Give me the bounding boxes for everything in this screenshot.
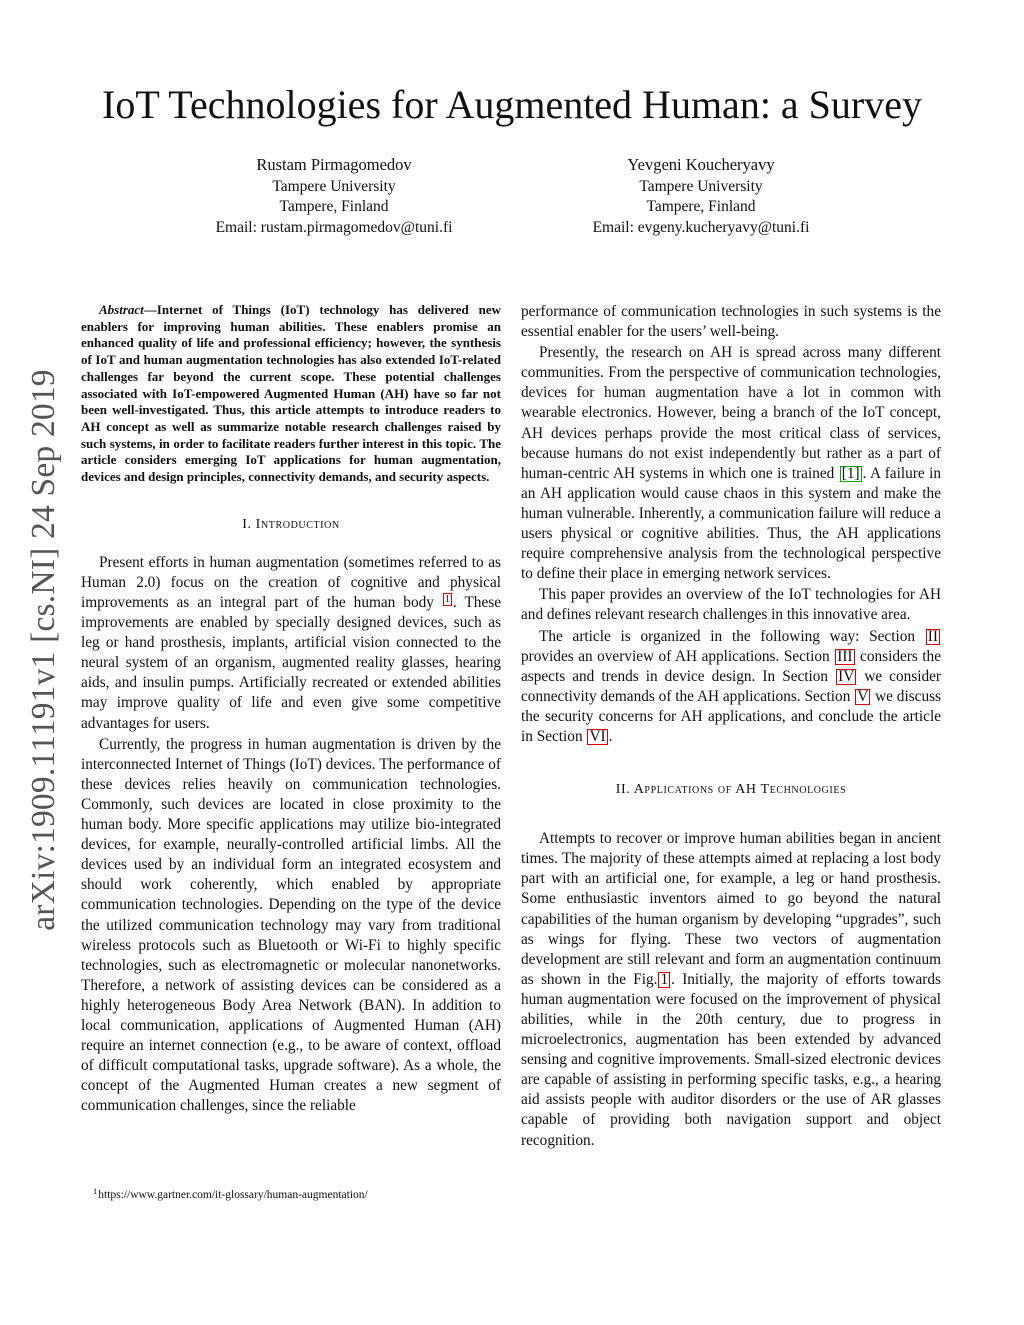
section-link-vi[interactable]: VI (589, 727, 606, 745)
intro-paragraph-organization: The article is organized in the following way: Section II provides an overview of AH applications. Section III considers the aspects and trends in device design. In Section IV we consider connectivity demands of the AH applications. Section V we discuss the security concerns for AH applications, and conclude the article in Section VI . (521, 627, 942, 745)
author-email: Email: evgeny.kucheryavy@tuni.fi (592, 218, 810, 236)
intro-paragraph-3: Presently, the research on AH is spread across many different communities. From the perspective of communication technologies, devices for human augmentation have a lot in common with wearable electronics. However, being a branch of the IoT concept, AH devices perhaps provide the most critical class of services, because humans do not exist independently but rather as a part of human-centric AH systems in which one is trained [1] . A failure in an AH application would cause chaos in this system and make the human vulnerable. Inherently, a communication failure will reduce a users physical or cognitive abilities. Thus, the AH applications require comprehensive analysis from the technological perspective to define their place in emerging network services. (521, 344, 941, 583)
footnote (93, 1184, 368, 1202)
abstract-text: —Internet of Things (IoT) technology has delivered new enablers for improving human abilities. These enablers promise an enhanced quality of life and professional efficiency; however, the synthesis of IoT and human augmentation technologies has also extended IoT-related challenges far beyond the current scope. These potential challenges associated with IoT-empowered Augmented Human (AH) have so far not been well-investigated. Thus, this article attempts to introduce readers to AH concept as well as summarize notable research challenges raised by such systems, in order to facilitate readers further interest in this topic. The article considers emerging IoT applications for human augmentation, devices and design principles, connectivity demands, and security aspects. (81, 302, 501, 485)
footnote-url: https://www.gartner.com/it-glossary/human-augmentation/ (98, 1189, 368, 1201)
author-affiliation: Tampere University (639, 177, 763, 195)
right-column (521, 302, 941, 1151)
intro-paragraph-2: Currently, the progress in human augmentation is driven by the interconnected Internet of Things (IoT) devices. The performance of these devices relies heavily on communication technologies. Commonly, such devices are located in close proximity to the human body. More specific applications may utilize bio-integrated devices, for example, neurally-controlled artificial limbs. All the devices used by an individual form an integrated ecosystem and should work coherently, which enabled by appropriate communication technologies. Depending on the type of the device the utilized communication technology may vary from traditional wireless protocols such as Bluetooth or Wi-Fi to highly specific technologies, such as electromagnetic or molecular nanonetworks. Therefore, a network of assisting devices can be considered as a highly heterogeneous Body Area Network (BAN). In addition to local communication, applications of Augmented Human (AH) require an internet connection (e.g., to be aware of context, offload of difficult computational tasks, upgrade software). As a whole, the concept of the Augmented Human creates a new segment of communication challenges, since the reliable (81, 735, 501, 1115)
paper-title: IoT Technologies for Augmented Human: a Survey (102, 82, 922, 127)
author-block-1 (154, 155, 514, 238)
intro-paragraph-continued: performance of communication technologies in such systems is the essential enabler for the users’ well-being. (521, 303, 941, 341)
author-location: Tampere, Finland (279, 198, 389, 215)
intro-paragraph-4: This paper provides an overview of the IoT technologies for AH and defines relevant research challenges in this innovative area. (521, 586, 941, 624)
footnote-link[interactable]: 1 (444, 594, 450, 606)
author-location: Tampere, Finland (646, 198, 756, 215)
author-name: Yevgeni Koucheryavy (627, 155, 775, 174)
author-block-2 (521, 155, 881, 238)
abstract-label: Abstract (99, 302, 144, 317)
author-name: Rustam Pirmagomedov (256, 155, 412, 174)
section-link-v[interactable]: V (857, 687, 869, 705)
author-affiliation: Tampere University (272, 177, 396, 195)
arxiv-identifier-text: arXiv:1909.11191v1 [cs.NI] 24 Sep 2019 (25, 369, 63, 931)
section-link-iii[interactable]: III (837, 647, 853, 665)
abstract (81, 302, 501, 486)
applications-paragraph-1: Attempts to recover or improve human abilities began in ancient times. The majority of these attempts aimed at replacing a lost body part with an artificial one, for example, a leg or hand prosthesis. Some enthusiastic inventors aimed to go beyond the natural capabilities of the human organism by developing “upgrades”, such as wings for flying. These two vectors of augmentation development are still relevant and form an augmentation continuum as shown in the Fig. 1 . Initially, the majority of efforts towards human augmentation were focused on the improvement of physical abilities, while in the 20th century, due to progress in microelectronics, augmentation has been extended by advanced sensing and cognitive improvements. Small-sized electronic devices are capable of assisting in performing specific tasks, e.g., a hearing aid assists people with auditor disorders or the use of AR glasses capable of providing both navigation support and object recognition. (521, 830, 941, 1149)
section-heading-applications: II. Applications of AH Technologies (615, 782, 847, 798)
arxiv-identifier (23, 360, 65, 940)
footnote-mark: 1 (93, 1186, 98, 1196)
section-link-ii[interactable]: II (927, 627, 938, 645)
figure-link[interactable]: 1 (660, 970, 669, 988)
citation-link[interactable]: [1] (841, 464, 860, 482)
left-column (81, 302, 501, 1116)
intro-paragraph-1: Present efforts in human augmentation (sometimes referred to as Human 2.0) focus on the creation of cognitive and physical improvements as an integral part of the human body 1 . These improvements are enabled by specially designed devices, such as leg or hand prosthesis, implants, artificial vision connected to the neural system of an organism, augmented reality glasses, hearing aids, and insulin pumps. Artificially recreated or extended abilities may improve quality of life and even give some competitive advantages for users. (81, 553, 501, 732)
section-heading-introduction: I. Introduction (242, 516, 340, 532)
section-link-iv[interactable]: IV (838, 667, 855, 685)
author-email: Email: rustam.pirmagomedov@tuni.fi (215, 218, 453, 236)
